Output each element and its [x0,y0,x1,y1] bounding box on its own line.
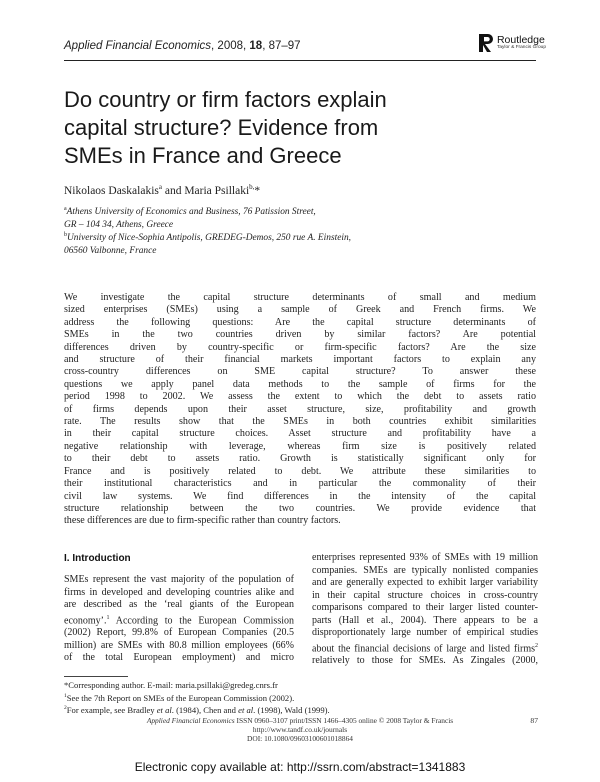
abstract-line: structure relationship between the two countries. We provide evidence that [64,502,536,514]
abstract-line: to their debt to assets ratio. Growth is statistically significant only for [64,453,536,465]
body-column-left [64,574,294,665]
ssrn-footer-link[interactable]: Electronic copy available at: http://ssrn.com/abstract=1341883 [134,760,466,774]
body-line: of the total European employment) and micro [64,652,294,664]
abstract-line: these differences are due to firm-specific rather than country factors. [64,515,341,527]
abstract-line: address the following questions: Are the capital structure determinants of [64,316,536,328]
affil-mark: a [64,206,67,212]
publisher-subtitle: Taylor & Francis Group [496,45,546,51]
footnotes [64,680,330,715]
affiliation-a [64,203,544,232]
corresponding-star: * [254,184,261,197]
title-line: SMEs in France and Greece [64,143,342,168]
abstract-line: France and is positively related to debt. We attribute these similarities to [64,465,536,477]
affil-line: GR – 104 34, Athens, Greece [64,220,174,231]
affil-mark: b [64,232,67,238]
title-line: Do country or firm factors explain [64,87,387,112]
abstract-line: their institutional characteristics and in particular the commonality of their [64,478,536,490]
body-line: (2002) Report, 99.8% of European Companies (20.5 [64,627,294,639]
body-line: firms in developed and developing countries alike and [64,586,294,598]
abstract-line: rate. The results show that the SMEs in both countries exhibit similarities [64,416,536,428]
affil-line: 06560 Valbonne, France [64,246,157,257]
abstract-line: civil law systems. We find differences in the intensity of the capital [64,490,536,502]
footnote-1: $^1$See the 7th Report on SMEs of the European Commission (2002). [64,692,295,703]
journal-url[interactable]: http://www.tandf.co.uk/journals [252,725,348,735]
abstract-line: differences driven by country-specific or firm-specific factors? Are the size [64,341,536,353]
title-line: capital structure? Evidence from [64,115,379,140]
abstract-line: We investigate the capital structure determinants of small and medium [64,292,536,303]
author-name: Nikolaos Daskalakis [64,184,159,197]
abstract-line: cross-country differences on SME capital structure? To answer these [64,366,536,378]
publisher-brand: Routledge [496,33,545,46]
abstract-line: period 1998 to 2002. We assess the extent to which the debt to assets ratio [64,391,536,403]
header-rule [64,60,536,61]
abstract-line: and structure of their financial markets important factors to explain any [64,354,536,366]
body-column-right [312,552,538,668]
affil-line: University of Nice-Sophia Antipolis, GREDEG-Demos, 250 rue A. Einstein, [67,233,351,244]
footnote-ref: 1 [106,614,110,621]
body-line: disproportionately large number of empirical studies [312,627,538,638]
author-join: and [161,184,185,197]
author-name: Maria Psillaki [184,184,250,197]
journal-volume: 18 [249,40,263,52]
author-affil-mark: a [158,183,162,191]
abstract-line: negative relationship with leverage, whereas firm size is positively related [64,440,536,452]
author-list [64,183,260,197]
section-heading: I. Introduction [64,553,131,564]
body-line: about the financial decisions of large and listed firms$^2$ [312,642,538,654]
article-title [64,86,524,170]
body-line: are described as the ‘real giants of the European [64,599,294,610]
body-line: million) are SMEs with 80.8 million employees (66% [64,639,294,651]
page-number: 87 [530,716,538,725]
body-line: enterprises represented 93% of SMEs with 19 million [312,552,538,563]
body-line: parts (Hall et al., 2004). There appears to be a [312,614,538,626]
footnote-corresponding: *Corresponding author. E-mail: maria.psillaki@gredeg.cnrs.fr [64,680,278,690]
footnote-2: $^2$For example, see Bradley et al. (1984), Chen and et al. (1998), Wald (1999). [64,704,330,715]
body-line: comparisons compared to their larger listed counter- [312,602,538,613]
abstract-line: of firms depends upon their asset structure, size, profitability and growth [64,403,536,415]
abstract-line: in their capital structure choices. Asset structure and profitability have a [64,428,536,440]
body-line: in their capital structure choices in cross-country [312,589,538,601]
body-line: economy’.$^1$ According to the European Commission [64,614,294,626]
body-line: SMEs represent the vast majority of the population of [64,574,294,585]
body-line: relatively to those for SMEs. As Zingales (2000, [312,655,538,667]
doi-line: DOI: 10.1080/09603100601018864 [247,734,353,744]
author-affil-mark: b, [249,183,255,191]
abstract-line: SMEs in the two countries driven by similar factors? Are potential [64,329,536,341]
abstract-line: questions we apply panel data methods to the sample of firms for the [64,378,536,390]
publisher-logo [478,32,546,54]
abstract [64,292,536,528]
issn-line: Applied Financial Economics ISSN 0960–3107 print/ISSN 1466–4305 online © 2008 Taylor & Francis [146,716,454,725]
abstract-line: sized enterprises (SMEs) using a sample of Greek and French firms. We [64,304,536,316]
journal-year: , 2008, [211,40,250,52]
footnote-rule [64,676,128,677]
footnote-ref: 2 [535,642,538,649]
body-line: companies. SMEs are typically nonlisted companies [312,564,538,576]
routledge-logo-icon [478,33,494,53]
body-line: and are generally expected to exhibit larger variability [312,577,538,588]
publication-info [60,716,540,744]
journal-pages: , 87–97 [262,40,301,52]
affil-line: Athens University of Economics and Business, 76 Patission Street, [66,207,316,218]
journal-name: Applied Financial Economics [64,40,212,52]
journal-citation [64,40,301,52]
affiliation-b [64,229,544,258]
